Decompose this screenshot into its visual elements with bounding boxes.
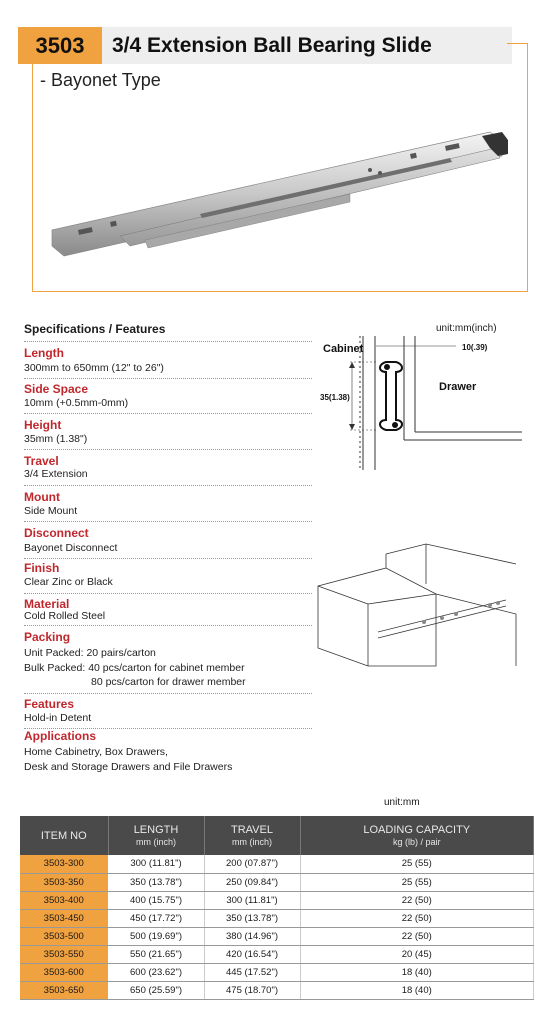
installation-diagram	[316, 540, 522, 670]
packing-bulk-drawer-value: 80 pcs/carton for drawer member	[91, 676, 246, 688]
item-no-cell: 3503-450	[20, 909, 108, 927]
model-number-badge: 3503	[18, 27, 102, 64]
cabinet-label: Cabinet	[323, 343, 364, 355]
length-cell: 600 (23.62")	[108, 963, 204, 981]
frame-line	[32, 291, 528, 292]
frame-line	[32, 64, 33, 292]
item-no-header: ITEM NO	[20, 816, 108, 855]
capacity-header-text: LOADING CAPACITY	[363, 823, 471, 836]
table-row	[20, 927, 534, 945]
travel-cell: 300 (11.81")	[204, 891, 300, 909]
length-cell: 500 (19.69")	[108, 927, 204, 945]
table-unit-label: unit:mm	[384, 797, 420, 808]
table-row	[20, 909, 534, 927]
side-space-value: 10mm (+0.5mm-0mm)	[24, 397, 129, 409]
frame-line	[527, 43, 528, 292]
divider	[24, 378, 312, 379]
divider	[24, 593, 312, 594]
table-header-row	[20, 816, 534, 855]
side-space-label: Side Space	[24, 382, 89, 396]
travel-cell: 200 (07.87")	[204, 855, 300, 873]
item-no-cell: 3503-600	[20, 963, 108, 981]
loading-capacity-header	[300, 816, 534, 855]
packing-label: Packing	[24, 630, 71, 644]
model-specification-table	[20, 816, 534, 1000]
packing-unit-value: Unit Packed: 20 pairs/carton	[24, 647, 156, 659]
item-no-cell: 3503-550	[20, 945, 108, 963]
side-space-dimension: 10(.39)	[462, 343, 488, 352]
table-row	[20, 945, 534, 963]
item-no-cell: 3503-500	[20, 927, 108, 945]
divider	[24, 341, 312, 342]
travel-cell: 250 (09.84")	[204, 873, 300, 891]
unit-label: unit:mm(inch)	[436, 323, 497, 334]
table-row	[20, 963, 534, 981]
features-value: Hold-in Detent	[24, 712, 92, 724]
disconnect-label: Disconnect	[24, 526, 89, 540]
finish-label: Finish	[24, 561, 60, 575]
travel-header	[204, 816, 300, 855]
length-header	[108, 816, 204, 855]
capacity-cell: 25 (55)	[300, 873, 534, 891]
divider	[24, 625, 312, 626]
features-label: Features	[24, 697, 75, 711]
cross-section-diagram	[316, 336, 522, 470]
length-label: Length	[24, 346, 64, 360]
capacity-cell: 18 (40)	[300, 981, 534, 999]
length-cell: 350 (13.78")	[108, 873, 204, 891]
capacity-header-unit: kg (lb) / pair	[392, 836, 441, 847]
length-header-unit: mm (inch)	[136, 836, 176, 847]
length-cell: 650 (25.59")	[108, 981, 204, 999]
length-cell: 400 (15.75")	[108, 891, 204, 909]
subtitle: - Bayonet Type	[40, 70, 161, 90]
page-title: 3/4 Extension Ball Bearing Slide	[112, 34, 432, 57]
packing-bulk-value: Bulk Packed: 40 pcs/carton for cabinet member	[24, 662, 245, 674]
height-label: Height	[24, 418, 62, 432]
capacity-cell: 25 (55)	[300, 855, 534, 873]
travel-cell: 380 (14.96")	[204, 927, 300, 945]
divider	[24, 449, 312, 450]
capacity-cell: 22 (50)	[300, 927, 534, 945]
length-cell: 550 (21.65")	[108, 945, 204, 963]
capacity-cell: 22 (50)	[300, 909, 534, 927]
material-value: Cold Rolled Steel	[24, 610, 106, 622]
applications-value-line1: Home Cabinetry, Box Drawers,	[24, 746, 168, 758]
item-no-cell: 3503-300	[20, 855, 108, 873]
material-label: Material	[24, 597, 70, 611]
travel-cell: 475 (18.70")	[204, 981, 300, 999]
height-dimension: 35(1.38)	[320, 393, 350, 402]
length-value: 300mm to 650mm (12" to 26")	[24, 362, 164, 374]
travel-cell: 445 (17.52")	[204, 963, 300, 981]
height-value: 35mm (1.38")	[24, 433, 88, 445]
capacity-cell: 18 (40)	[300, 963, 534, 981]
capacity-cell: 20 (45)	[300, 945, 534, 963]
divider	[24, 485, 312, 486]
divider	[24, 693, 312, 694]
applications-label: Applications	[24, 729, 97, 743]
frame-line	[507, 43, 528, 44]
travel-cell: 420 (16.54")	[204, 945, 300, 963]
travel-value: 3/4 Extension	[24, 468, 88, 480]
applications-value-line2: Desk and Storage Drawers and File Drawers	[24, 761, 233, 773]
travel-header-text: TRAVEL	[231, 823, 273, 836]
length-cell: 300 (11.81")	[108, 855, 204, 873]
divider	[24, 558, 312, 559]
finish-value: Clear Zinc or Black	[24, 576, 113, 588]
drawer-label: Drawer	[439, 381, 477, 393]
disconnect-value: Bayonet Disconnect	[24, 542, 118, 554]
item-no-cell: 3503-400	[20, 891, 108, 909]
mount-value: Side Mount	[24, 505, 78, 517]
divider	[24, 413, 312, 414]
length-header-text: LENGTH	[133, 823, 179, 836]
table-row	[20, 891, 534, 909]
divider	[24, 521, 312, 522]
table-row	[20, 873, 534, 891]
item-no-cell: 3503-350	[20, 873, 108, 891]
length-cell: 450 (17.72")	[108, 909, 204, 927]
slide-product-image	[50, 118, 510, 263]
mount-label: Mount	[24, 490, 60, 504]
table-row	[20, 981, 534, 999]
travel-label: Travel	[24, 454, 59, 468]
item-no-cell: 3503-650	[20, 981, 108, 999]
travel-header-unit: mm (inch)	[232, 836, 272, 847]
specifications-heading: Specifications / Features	[24, 322, 166, 336]
table-row	[20, 855, 534, 873]
travel-cell: 350 (13.78")	[204, 909, 300, 927]
capacity-cell: 22 (50)	[300, 891, 534, 909]
